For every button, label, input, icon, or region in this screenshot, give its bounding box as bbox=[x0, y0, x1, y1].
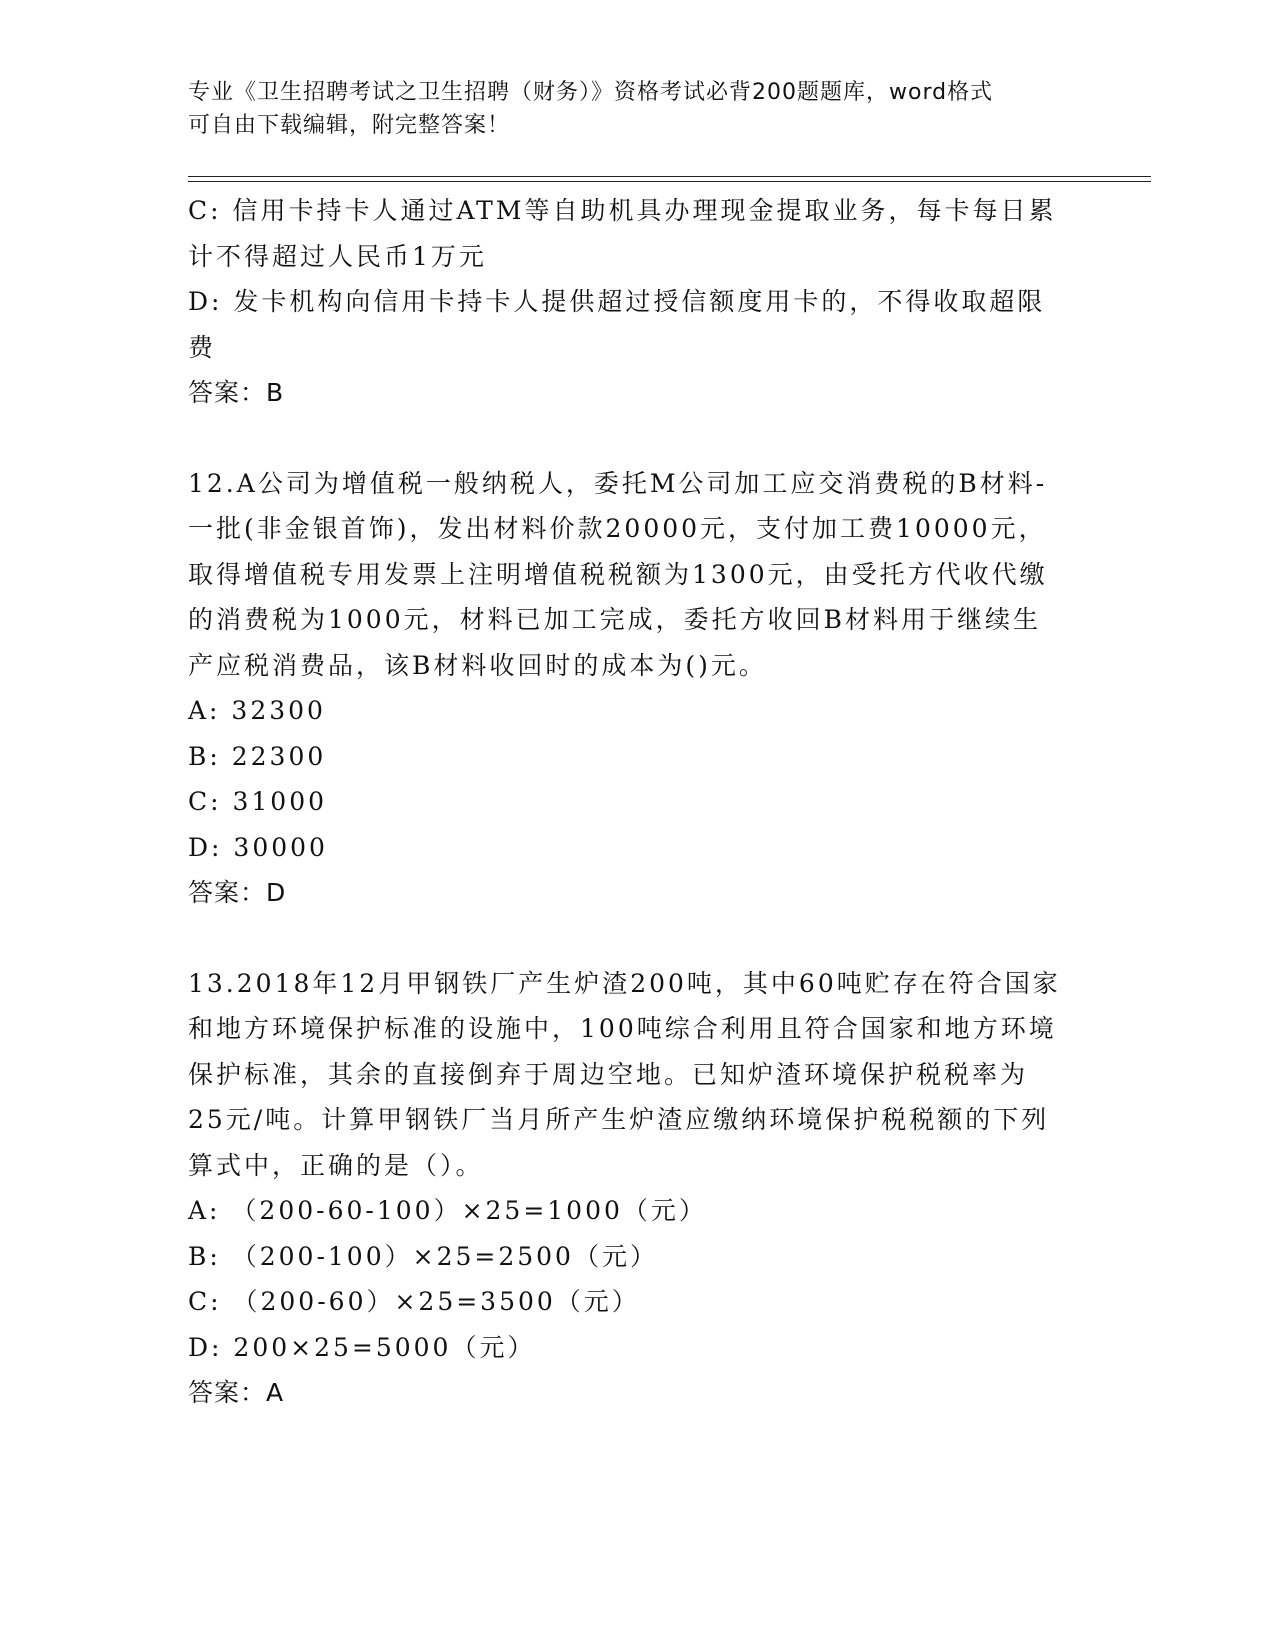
question-text-line-2: 和地方环境保护标准的设施中，100吨综合利用且符合国家和地方环境 bbox=[188, 1014, 1057, 1043]
option-d-line-1: D: 发卡机构向信用卡持卡人提供超过授信额度用卡的，不得收取超限 bbox=[188, 287, 1046, 316]
header-divider-top bbox=[188, 176, 1151, 177]
option-b: B: 22300 bbox=[188, 741, 327, 771]
question-text-line-3: 取得增值税专用发票上注明增值税税额为1300元，由受托方代收代缴 bbox=[188, 559, 1048, 589]
question-text-line-1: 12.A公司为增值税一般纳税人，委托M公司加工应交消费税的B材料- bbox=[188, 468, 1048, 498]
option-d: D: 200×25=5000（元） bbox=[188, 1332, 536, 1362]
answer-line: 答案：A bbox=[188, 1378, 285, 1407]
option-d-line-2: 费 bbox=[188, 332, 217, 362]
question-text-line-2: 一批(非金银首饰)，发出材料价款20000元，支付加工费10000元， bbox=[188, 514, 1047, 543]
question-text-line-4: 的消费税为1000元，材料已加工完成，委托方收回B材料用于继续生 bbox=[188, 605, 1041, 634]
spacer bbox=[188, 416, 1088, 461]
option-d: D: 30000 bbox=[188, 832, 328, 862]
option-a: A: 32300 bbox=[188, 696, 326, 725]
header-divider-bottom bbox=[188, 181, 1151, 182]
question-text-line-3: 保护标准，其余的直接倒弃于周边空地。已知炉渣环境保护税税率为 bbox=[188, 1059, 1029, 1089]
document-header bbox=[188, 76, 1088, 142]
answer-line: 答案：B bbox=[188, 378, 285, 407]
option-a: A: （200-60-100）×25=1000（元） bbox=[188, 1196, 707, 1225]
question-text-line-1: 13.2018年12月甲钢铁厂产生炉渣200吨，其中60吨贮存在符合国家 bbox=[188, 968, 1061, 998]
header-title-line-2: 可自由下载编辑，附完整答案！ bbox=[188, 113, 511, 138]
option-c-line-2: 计不得超过人民币1万元 bbox=[188, 241, 487, 271]
question-11-continued bbox=[188, 188, 1088, 416]
question-text-line-4: 25元/吨。计算甲钢铁厂当月所产生炉渣应缴纳环境保护税税额的下列 bbox=[188, 1105, 1050, 1134]
question-13 bbox=[188, 961, 1088, 1416]
answer-line: 答案：D bbox=[188, 878, 287, 907]
option-b: B: （200-100）×25=2500（元） bbox=[188, 1241, 658, 1271]
spacer bbox=[188, 916, 1088, 961]
header-title-line-1: 专业《卫生招聘考试之卫生招聘（财务）》资格考试必背200题题库，word格式 bbox=[188, 80, 994, 105]
option-c-line-1: C: 信用卡持卡人通过ATM等自助机具办理现金提取业务，每卡每日累 bbox=[188, 196, 1057, 225]
document-body bbox=[188, 188, 1088, 1416]
option-c: C: （200-60）×25=3500（元） bbox=[188, 1287, 640, 1316]
question-text-line-5: 算式中，正确的是（）。 bbox=[188, 1150, 484, 1180]
option-c: C: 31000 bbox=[188, 787, 328, 816]
question-12 bbox=[188, 461, 1088, 916]
question-text-line-5: 产应税消费品，该B材料收回时的成本为()元。 bbox=[188, 650, 767, 680]
